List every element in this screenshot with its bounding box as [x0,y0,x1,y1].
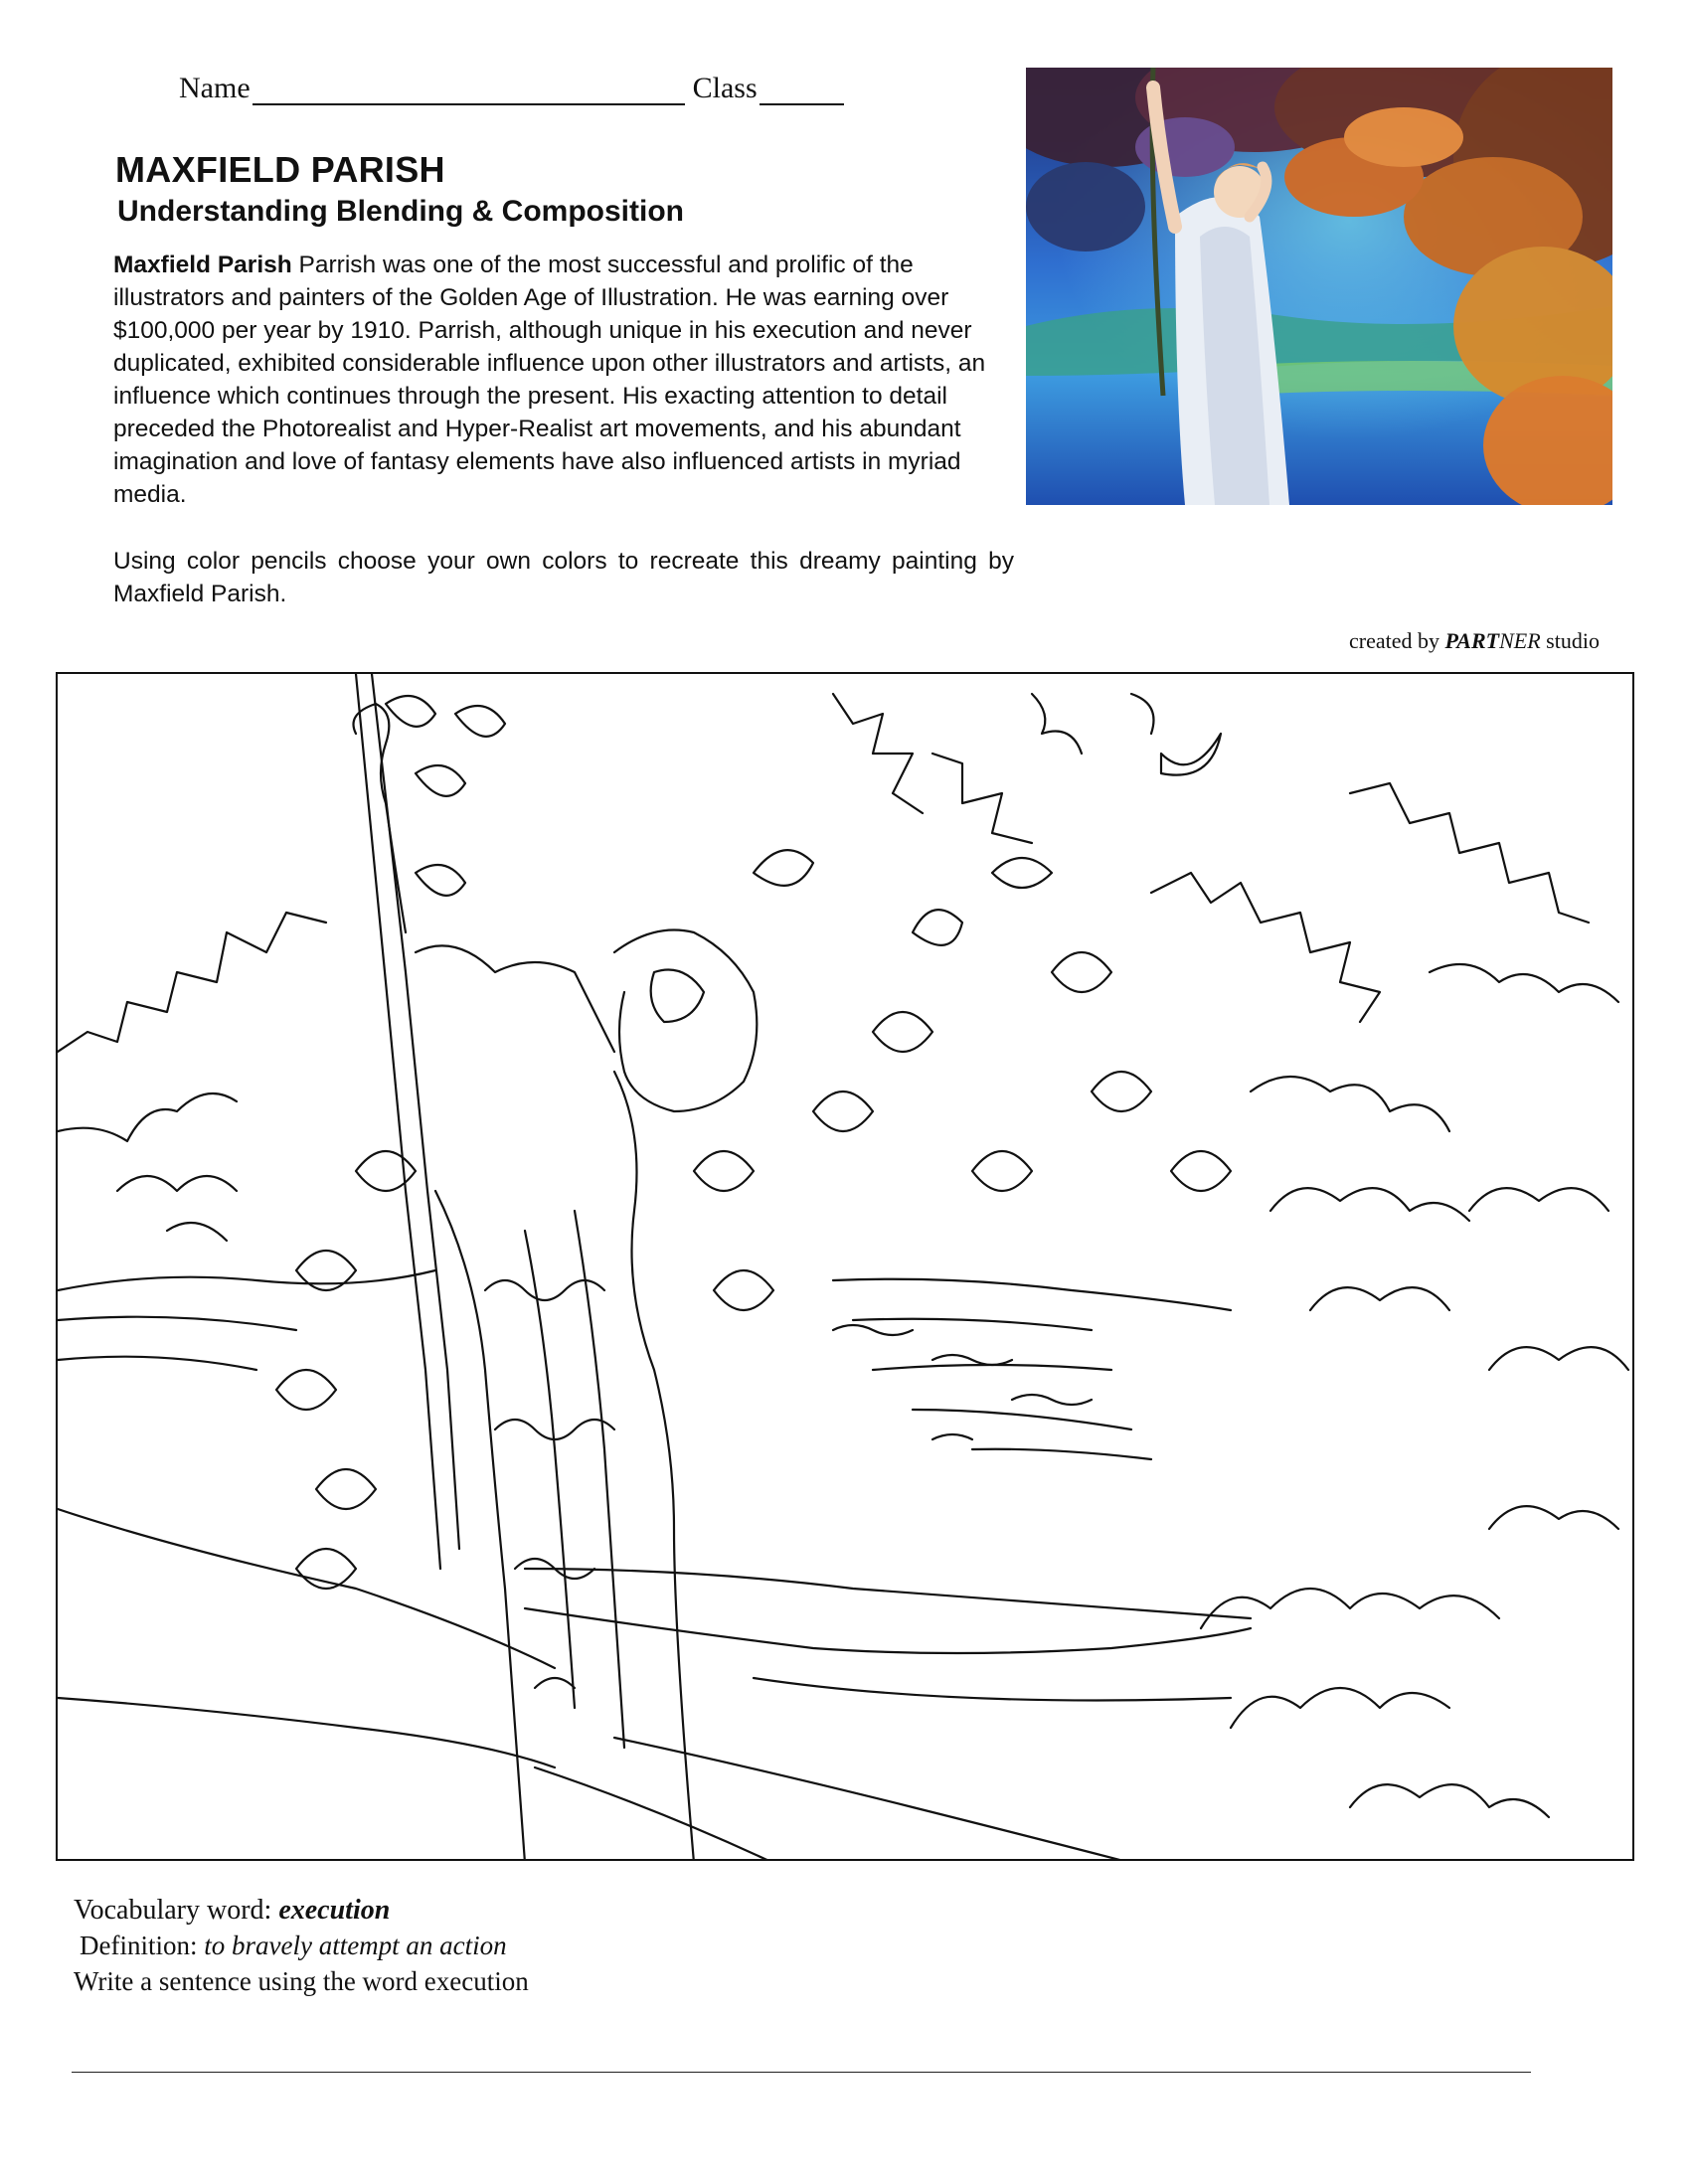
ripple-1 [833,1325,913,1335]
name-field[interactable] [253,74,685,105]
top-leaf-4 [1131,694,1154,734]
mid-leaf-7 [813,1092,873,1131]
left-tree-outline-4 [167,1223,227,1241]
class-field[interactable] [760,74,844,105]
figure-leaf-2 [276,1370,336,1410]
credit-line [1349,628,1600,654]
right-leaf-cluster-3 [1430,964,1618,1002]
figure-leaf-9 [416,865,465,896]
right-leaf-cluster-8 [1489,1347,1628,1370]
answer-line[interactable] [72,2072,1531,2073]
mid-leaf-9 [1171,1151,1231,1191]
right-leaf-cluster-2 [1350,783,1589,923]
path-curve [754,1678,1231,1701]
painting-illustration [1026,68,1612,505]
instruction-paragraph: Using color pencils choose your own colors to recreate this dreamy painting by Maxfield Parish. [113,548,1014,607]
right-leaf-cluster-9 [1201,1589,1499,1628]
name-class-row [179,72,844,105]
water-line-4 [833,1279,1231,1310]
top-leaf-2 [932,754,1032,843]
credit-brand-part2: NER [1499,628,1541,653]
vocabulary-label: Vocabulary word: [74,1895,279,1926]
path-edge-upper [525,1608,1251,1653]
figure-leaf-6 [386,696,435,727]
figure-shoulder [416,945,614,1052]
figure-leaf-8 [455,706,505,737]
mid-leaf-5 [873,1012,932,1052]
page-subtitle: Understanding Blending & Composition [117,195,684,228]
sentence-prompt: Write a sentence using the word execution [74,1966,529,1996]
figure-head [614,930,757,1112]
figure-leaf-5 [356,1151,416,1191]
mid-leaf-4 [754,850,813,886]
right-leaf-cluster-12 [1489,1506,1618,1529]
right-leaf-cluster-11 [1350,1784,1549,1817]
gown-fold-2 [575,1211,624,1748]
mid-leaf-3 [913,910,962,945]
mid-leaf-1 [992,858,1052,888]
ground-line-1 [58,1509,555,1668]
figure-leaf-10 [694,1151,754,1191]
water-line-3 [58,1357,256,1370]
credit-prefix: created by [1349,628,1445,653]
path-edge-mid [525,1569,1251,1618]
right-leaf-cluster-10 [1231,1688,1449,1728]
figure-leaf-3 [316,1469,376,1509]
right-leaf-cluster-4 [1251,1077,1449,1131]
gown-detail-2 [495,1420,614,1439]
ripple-3 [1012,1395,1092,1405]
page-title: MAXFIELD PARISH [115,149,445,190]
left-tree-outline-1 [58,913,326,1052]
class-label: Class [692,72,758,104]
credit-suffix: studio [1540,628,1600,653]
water-line-2 [58,1317,296,1330]
figure-gown-right [614,1072,694,1861]
figure-gown-left [435,1191,525,1861]
water-line-5 [853,1319,1092,1330]
water-line-1 [58,1270,435,1290]
mid-leaf-6 [1092,1072,1151,1111]
ground-line-2 [58,1698,555,1767]
figure-leaf-7 [416,765,465,796]
right-leaf-cluster-6 [1310,1287,1449,1310]
name-label: Name [179,72,251,104]
figure-face [651,970,704,1023]
top-leaf-3 [1032,694,1082,754]
mid-leaf-8 [972,1151,1032,1191]
ripple-2 [932,1355,1012,1365]
coloring-frame[interactable] [56,672,1634,1861]
definition-label: Definition: [80,1931,205,1960]
coloring-line-art[interactable] [58,674,1634,1861]
water-line-8 [972,1449,1151,1459]
top-leaf-1 [833,694,923,813]
left-tree-outline-2 [58,1093,237,1141]
intro-paragraph [113,249,1008,511]
vocabulary-line [74,1895,390,1927]
painting-photo [1026,68,1612,505]
top-leaf-5 [1161,734,1221,775]
definition-text: to bravely attempt an action [204,1931,507,1960]
path-edge-bottom [535,1767,773,1861]
right-leaf-cluster-1 [1151,873,1380,1022]
vocabulary-word: execution [278,1895,391,1926]
right-leaf-cluster-5 [1270,1188,1469,1221]
mid-leaf-2 [1052,952,1111,992]
right-leaf-cluster-7 [1469,1188,1608,1211]
intro-text: Parrish was one of the most successful and prolific of the illustrators and painters of the Golden Age of Illustration. He was earning over $100,000 per year by 1910. Parrish, although unique in his execution and never duplicated, exhibited considerable influence upon other illustrators and artists, an influence which continues through the present. His exacting attention to detail preceded the Photorealist and Hyper-Realist art movements, and his abundant imagination and love of fantasy elements have also influenced artists in myriad media. [113,252,986,508]
definition-line [80,1931,507,1961]
gown-fold-1 [525,1231,575,1708]
credit-brand-part1: PART [1444,628,1500,653]
gown-detail-4 [535,1678,575,1688]
ripple-4 [932,1434,972,1439]
figure-leaf-11 [714,1270,773,1310]
vine-pole-left [356,674,440,1569]
left-tree-outline-3 [117,1176,237,1191]
water-line-7 [913,1410,1131,1429]
intro-artist-name: Maxfield Parish [113,252,292,278]
